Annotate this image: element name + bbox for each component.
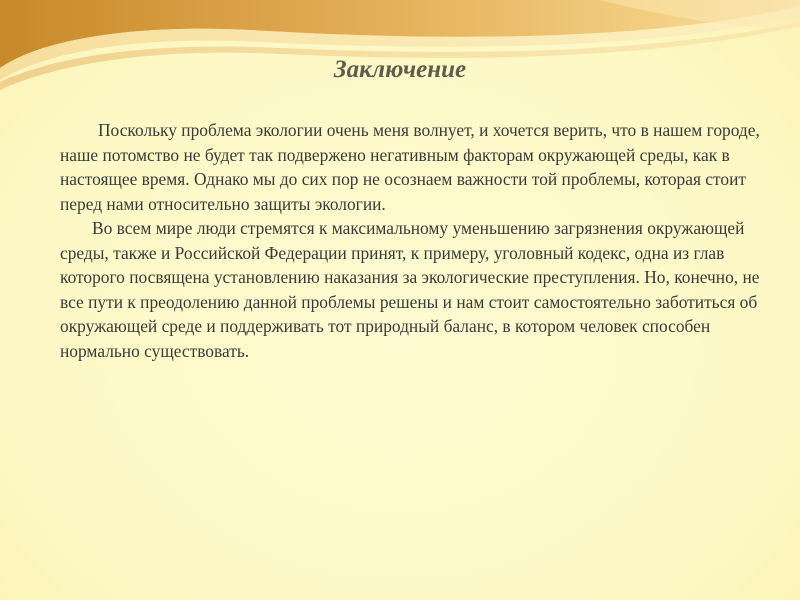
paragraph: Поскольку проблема экологии очень меня волнует, и хочется верить, что в нашем городе, наше потомство не будет так подвержено негативным факторам окружающей среды, как в настоящее время. Однако мы до сих пор не осознаем важности той проблемы, которая стоит перед нами относительно защиты экологии. xyxy=(60,120,760,214)
slide-body xyxy=(60,118,762,363)
slide-title: Заключение xyxy=(333,56,467,83)
paragraph: Во всем мире люди стремятся к максимальному уменьшению загрязнения окружающей среды, также и Российской Федерации принят, к примеру, уголовный кодекс, одна из глав которого посвящена установлению наказания за экологические преступления. Но, конечно, не все пути к преодолению данной проблемы решены и нам стоит самостоятельно заботиться об окружающей среде и поддерживать тот природный баланс, в котором человек способен нормально существовать. xyxy=(60,218,760,361)
